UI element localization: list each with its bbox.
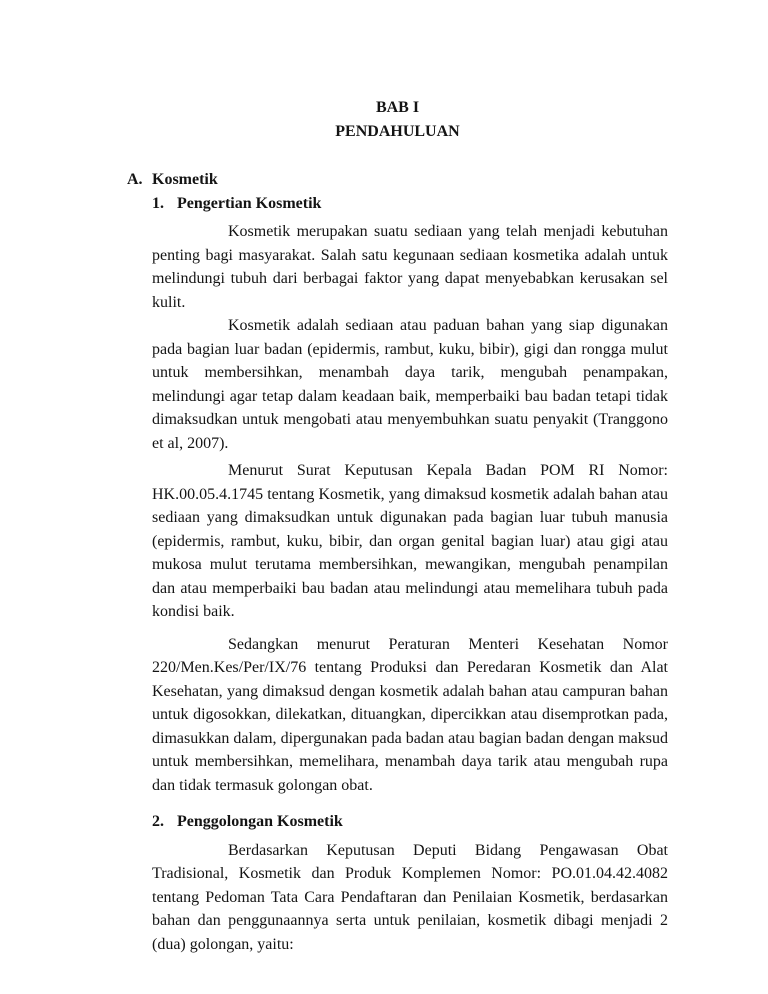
paragraph-3: Menurut Surat Keputusan Kepala Badan POM RI Nomor: HK.00.05.4.1745 tentang Kosmetik, yang dimaksud kosmetik adalah bahan atau sediaan yang dimaksudkan untuk digunakan pada bagian luar tubuh manusia (epidermis, rambut, kuku, bibir, dan organ genital bagian luar) atau gigi atau mukosa mulut terutama membersihkan, mewangikan, mengubah penampilan dan atau memperbaiki bau badan atau melindungi atau memelihara tubuh pada kondisi baik. bbox=[152, 462, 668, 620]
chapter-title: PENDAHULUAN bbox=[335, 122, 460, 140]
paragraph-5: Berdasarkan Keputusan Deputi Bidang Pengawasan Obat Tradisional, Kosmetik dan Produk Komplemen Nomor: PO.01.04.42.4082 tentang Pedoman Tata Cara Pendaftaran dan Penilaian Kosmetik, berdasarkan bahan dan penggunaannya serta untuk penilaian, kosmetik dibagi menjadi 2 (dua) golongan, yaitu: bbox=[152, 841, 668, 953]
section-label: A. bbox=[127, 171, 143, 188]
chapter-heading bbox=[127, 96, 668, 143]
subsection-heading-pengertian-kosmetik bbox=[152, 192, 668, 216]
subsection-heading-penggolongan-kosmetik bbox=[152, 810, 668, 834]
subsection-1-title: Pengertian Kosmetik bbox=[177, 194, 322, 212]
chapter-number: BAB I bbox=[375, 99, 420, 116]
section-heading-kosmetik bbox=[127, 168, 668, 192]
subsection-2-title: Penggolongan Kosmetik bbox=[177, 813, 343, 830]
paragraph-4: Sedangkan menurut Peraturan Menteri Kesehatan Nomor 220/Men.Kes/Per/IX/76 tentang Produksi dan Peredaran Kosmetik dan Alat Kesehatan, yang dimaksud dengan kosmetik adalah bahan atau campuran bahan untuk digosokkan, dilekatkan, dituangkan, dipercikkan atau disemprotkan pada, dimasukkan dalam, dipergunakan pada badan atau bagian badan dengan maksud untuk membersihkan, memelihara, menambah daya tarik atau mengubah rupa dan tidak termasuk golongan obat. bbox=[152, 635, 668, 794]
paragraph-1: Kosmetik merupakan suatu sediaan yang telah menjadi kebutuhan penting bagi masyarakat. Salah satu kegunaan sediaan kosmetika adalah untuk melindungi tubuh dari berbagai faktor yang dapat menyebabkan kerusakan sel kulit. bbox=[152, 223, 668, 311]
subsection-2-label: 2. bbox=[152, 813, 164, 830]
paragraph-2: Kosmetik adalah sediaan atau paduan bahan yang siap digunakan pada bagian luar badan (epidermis, rambut, kuku, bibir), gigi dan rongga mulut untuk membersihkan, menambah daya tarik, mengubah penampakan, melindungi agar tetap dalam keadaan baik, memperbaiki bau badan tetapi tidak dimaksudkan untuk mengobati atau menyembuhkan suatu penyakit (Tranggono et al, 2007). bbox=[152, 317, 668, 452]
section-title: Kosmetik bbox=[152, 171, 218, 188]
subsection-1-label: 1. bbox=[152, 194, 164, 212]
section-body bbox=[152, 192, 668, 957]
